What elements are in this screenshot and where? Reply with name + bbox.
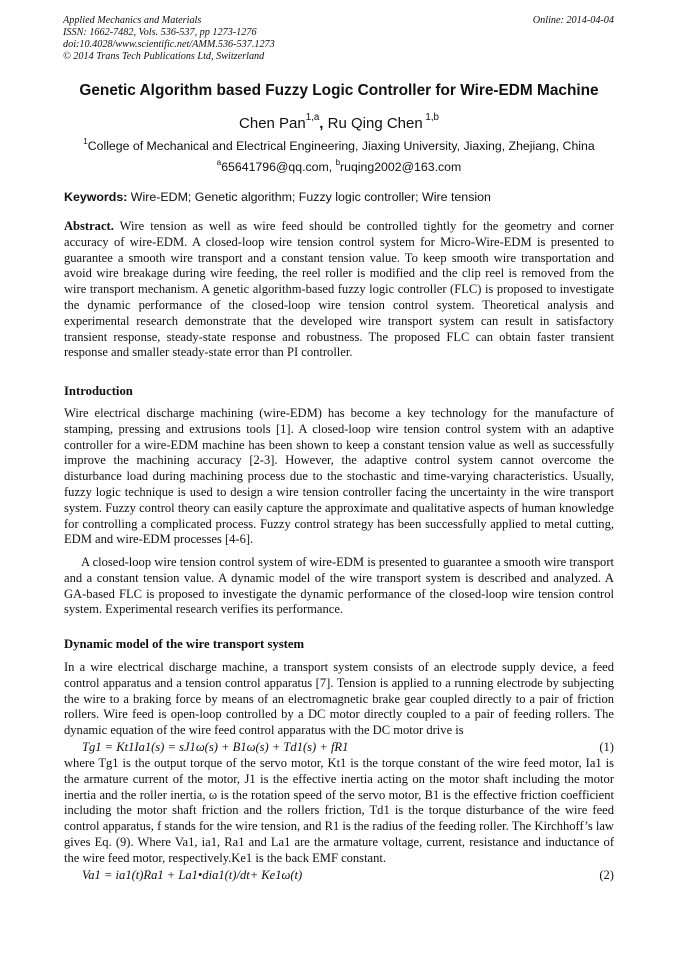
keywords-label: Keywords: xyxy=(64,190,128,204)
keywords-text: Wire-EDM; Genetic algorithm; Fuzzy logic controller; Wire tension xyxy=(127,190,491,204)
email-line xyxy=(0,160,678,174)
affiliation xyxy=(0,139,678,153)
introduction-heading: Introduction xyxy=(64,384,133,398)
online-date: Online: 2014-04-04 xyxy=(532,15,614,26)
author-separator: , xyxy=(319,115,328,132)
abstract-label: Abstract. xyxy=(64,219,114,233)
equation-2-number: (2) xyxy=(599,868,614,882)
author-1-sup: 1,a xyxy=(305,112,320,123)
abstract xyxy=(64,219,614,361)
equation-1-body: Tg1 = Kt1Ia1(s) = sJ1ω(s) + B1ω(s) + Td1(s) + fR1 xyxy=(82,740,349,754)
email-b-sup: b xyxy=(335,158,341,167)
author-2-sup: 1,b xyxy=(422,112,439,123)
abstract-text: Wire tension as well as wire feed should be controlled tightly for the geometry and corner accuracy of wire-EDM. A closed-loop wire tension control system for Micro-Wire-EDM is presented to guarantee a smooth wire transport and a constant tension value. To keep smooth wire transportation and avoid wire breakage during wire feeding, the reel roller is modified and the clip reel is removed from the wire transport mechanism. A genetic algorithm-based fuzzy logic controller (FLC) is proposed to investigate the dynamic performance of the closed-loop wire tension control system. Theoretical analysis and experimental research demonstrate that the developed wire transport system can result in satisfactory transient response, steady-state response and robustness. The proposed FLC can obtain faster transient response and smaller steady-state error than PI controller. xyxy=(64,219,614,360)
affiliation-text: College of Mechanical and Electrical Engineering, Jiaxing University, Jiaxing, Zhejiang, China xyxy=(87,139,595,153)
introduction-paragraph-1: Wire electrical discharge machining (wire-EDM) has become a key technology for the manufacture of stamping, pressing and extrusions tools [1]. A closed-loop wire tension control system with an adaptive controller for a wire-EDM machine has been shown to keep a constant tension value as well as successfully improve the machining accuracy [2-3]. However, the adaptive control system cannot overcome the disturbance load during machining process due to the stochastic and time-varying characteristics. Usually, fuzzy logic technique is used to design a wire tension controller facing the uncertainty in the wire transport system. Fuzzy control theory can easily capture the approximate and qualitative aspects of human knowledge for controlling a complicated process. Fuzzy control strategy has been successfully applied to metal cutting, EDM and wire-EDM processes [4-6]. xyxy=(64,406,614,547)
equation-2 xyxy=(82,868,614,884)
issn-line: ISSN: 1662-7482, Vols. 536-537, pp 1273-1276 xyxy=(63,27,257,38)
paper-title: Genetic Algorithm based Fuzzy Logic Controller for Wire-EDM Machine xyxy=(79,82,599,99)
email-a[interactable]: 65641796@qq.com, xyxy=(221,160,336,174)
equation-2-body: Va1 = ia1(t)Ra1 + La1•dia1(t)/dt+ Ke1ω(t) xyxy=(82,868,303,882)
equation-1 xyxy=(82,740,614,756)
doi-line: doi:10.4028/www.scientific.net/AMM.536-537.1273 xyxy=(63,39,275,50)
author-1-name: Chen Pan xyxy=(239,115,306,132)
dynamic-model-paragraph-2: where Tg1 is the output torque of the servo motor, Kt1 is the torque constant of the wire feed motor, Ia1 is the armature current of the motor, J1 is the effective inertia acting on the motor shaft including the motor inertia and the roller inertia, ω is the rotation speed of the servo motor, B1 is the effective friction coefficient including the motor shaft friction and the rollers friction, Td1 is the torque disturbance of the wire feed control apparatus, f stands for the wire tension, and R1 is the radius of the feeding roller. The Kirchhoff’s law gives Eq. (9). Where Va1, ia1, Ra1 and La1 are the armature voltage, current, resistance and inductance of the wire feed motor, respectively.Ke1 is the back EMF constant. xyxy=(64,756,614,865)
email-a-sup: a xyxy=(216,158,222,167)
dynamic-model-heading: Dynamic model of the wire transport system xyxy=(64,637,305,651)
introduction-paragraph-2: A closed-loop wire tension control system of wire-EDM is presented to guarantee a smooth wire transport and a constant tension value. A dynamic model of the wire transport system is described and analyzed. A GA-based FLC is proposed to investigate the dynamic performance of the closed-loop wire tension control system. Experimental research verifies its performance. xyxy=(64,555,614,617)
keywords xyxy=(64,190,616,204)
equation-1-number: (1) xyxy=(599,740,614,754)
author-line xyxy=(0,112,678,132)
author-2-name: Ru Qing Chen xyxy=(327,115,423,132)
email-b[interactable]: ruqing2002@163.com xyxy=(340,160,462,174)
journal-header xyxy=(63,15,483,63)
journal-name: Applied Mechanics and Materials xyxy=(63,15,202,26)
affiliation-sup: 1 xyxy=(83,137,88,146)
dynamic-model-paragraph-1: In a wire electrical discharge machine, a transport system consists of an electrode supply device, a feed control apparatus and a tension control apparatus [7]. Tension is applied to a running electrode by subjecting the wire to a braking force by means of an electromagnetic brake gear coupled directly to a pair of friction rollers. Wire feed is open-loop controlled by a DC motor directly coupled to a pair of feeding rollers. The dynamic equation of the wire feed control apparatus with the DC motor drive is xyxy=(64,660,614,738)
copyright-line: © 2014 Trans Tech Publications Ltd, Switzerland xyxy=(63,51,265,62)
